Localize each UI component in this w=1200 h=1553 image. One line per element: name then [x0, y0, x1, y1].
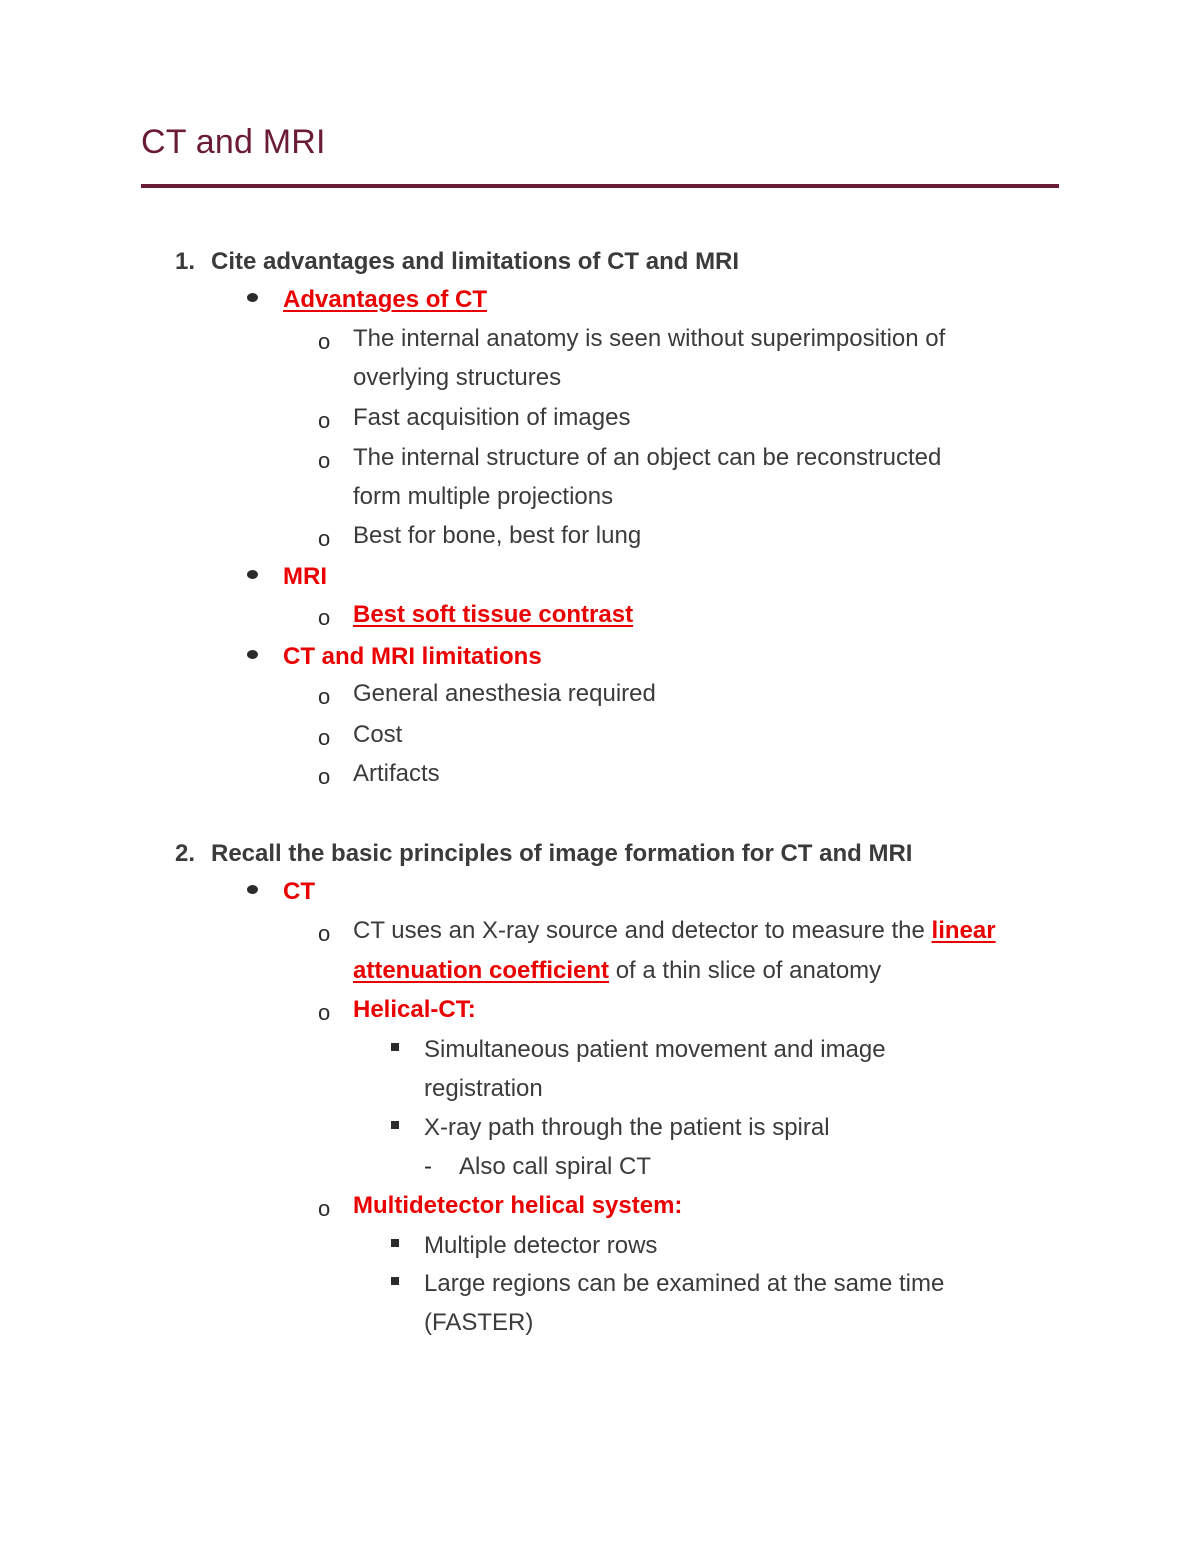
multidetector-label: Multidetector helical system:	[353, 1192, 683, 1219]
list-item: Best soft tissue contrast	[353, 601, 634, 628]
list-item	[353, 956, 881, 986]
list-item: Cost	[353, 721, 403, 748]
section-1-heading: Cite advantages and limitations of CT and MRI	[211, 248, 740, 275]
ct-emphasis-attenuation: attenuation coefficient	[353, 957, 610, 984]
advantages-ct-label: Advantages of CT	[283, 286, 488, 313]
limitations-label: CT and MRI limitations	[283, 643, 542, 670]
square-bullet-icon	[391, 1239, 399, 1247]
list-item: Fast acquisition of images	[353, 404, 631, 431]
bullet-dot-icon	[247, 570, 258, 579]
mri-label: MRI	[283, 563, 327, 590]
list-item: form multiple projections	[353, 483, 614, 510]
ct-description-text: of a thin slice of anatomy	[609, 957, 882, 984]
circle-bullet-icon: o	[318, 448, 331, 473]
page-title: CT and MRI	[141, 123, 326, 161]
section-2-heading: Recall the basic principles of image formation for CT and MRI	[211, 840, 913, 867]
list-item: (FASTER)	[424, 1309, 534, 1336]
bullet-dot-icon	[247, 885, 258, 894]
circle-bullet-icon: o	[318, 1000, 331, 1025]
helical-ct-label: Helical-CT:	[353, 996, 476, 1023]
circle-bullet-icon: o	[318, 684, 331, 709]
dash-bullet-icon: -	[424, 1153, 432, 1180]
list-item: Artifacts	[353, 760, 440, 787]
bullet-dot-icon	[247, 650, 258, 659]
list-item	[353, 916, 996, 946]
circle-bullet-icon: o	[318, 329, 331, 354]
ct-emphasis-linear: linear	[931, 917, 996, 944]
circle-bullet-icon: o	[318, 921, 331, 946]
list-item: X-ray path through the patient is spiral	[424, 1114, 830, 1141]
list-item: The internal structure of an object can be reconstructed	[353, 444, 942, 471]
list-item: Large regions can be examined at the same time	[424, 1270, 945, 1297]
list-item: Multiple detector rows	[424, 1232, 658, 1259]
list-item: registration	[424, 1075, 543, 1102]
circle-bullet-icon: o	[318, 526, 331, 551]
list-item: Simultaneous patient movement and image	[424, 1036, 886, 1063]
list-item: Best for bone, best for lung	[353, 522, 642, 549]
list-item: The internal anatomy is seen without superimposition of	[353, 325, 946, 352]
bullet-dot-icon	[247, 293, 258, 302]
circle-bullet-icon: o	[318, 408, 331, 433]
list-item: overlying structures	[353, 364, 562, 391]
circle-bullet-icon: o	[318, 764, 331, 789]
title-divider	[141, 184, 1059, 188]
square-bullet-icon	[391, 1121, 399, 1129]
ct-description-text: CT uses an X-ray source and detector to measure the	[353, 917, 932, 944]
square-bullet-icon	[391, 1043, 399, 1051]
section-1-number: 1.	[175, 248, 196, 275]
ct-label: CT	[283, 878, 315, 905]
list-item: Also call spiral CT	[459, 1153, 652, 1180]
square-bullet-icon	[391, 1277, 399, 1285]
circle-bullet-icon: o	[318, 605, 331, 630]
list-item: General anesthesia required	[353, 680, 656, 707]
section-2-number: 2.	[175, 840, 196, 867]
circle-bullet-icon: o	[318, 725, 331, 750]
circle-bullet-icon: o	[318, 1196, 331, 1221]
